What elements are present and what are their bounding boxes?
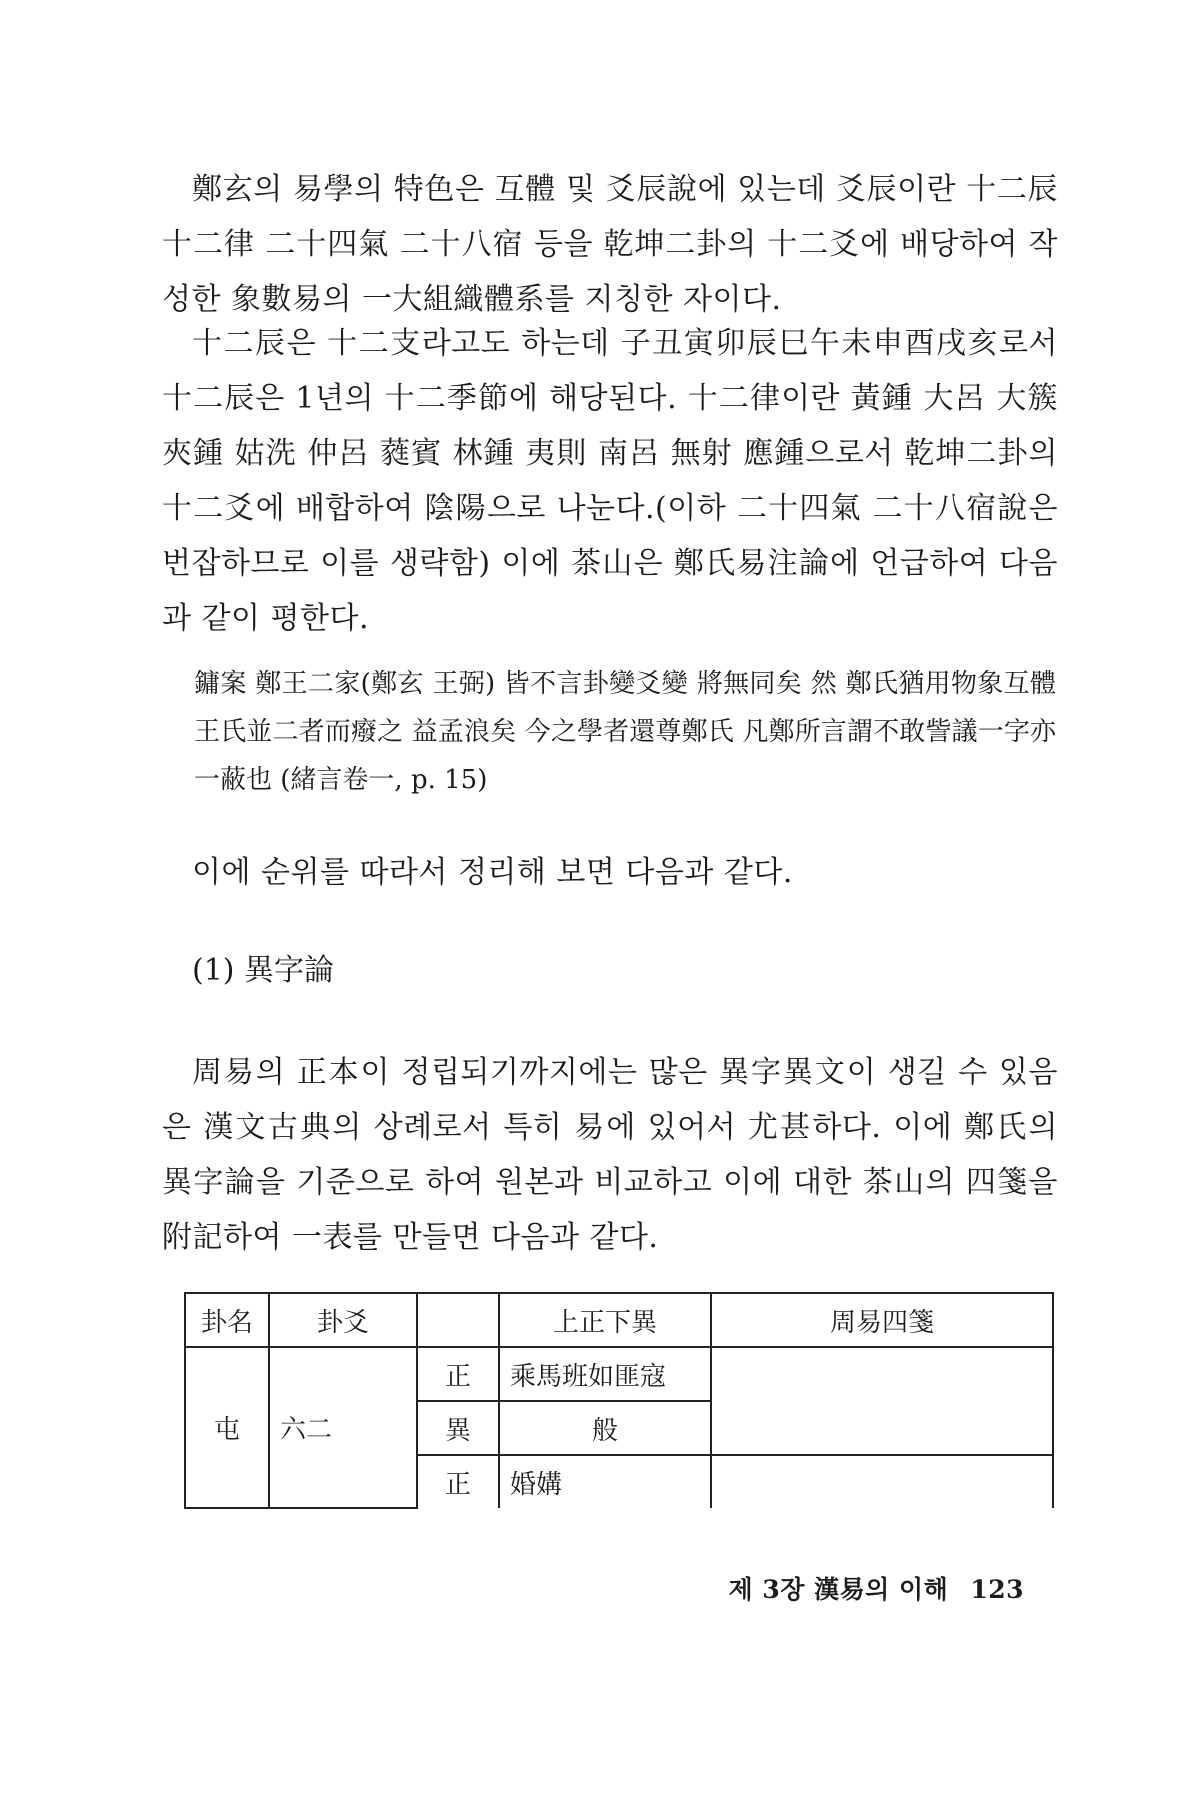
cell-note	[711, 1347, 1053, 1455]
variant-table	[184, 1292, 1054, 1509]
cell-text: 婚媾	[499, 1455, 711, 1508]
paragraph-zheng-xuan: 鄭玄의 易學의 特色은 互體 및 爻辰說에 있는데 爻辰이란 十二辰 十二律 二十四氣 二十八宿 등을 乾坤二卦의 十二爻에 배당하여 작성한 象數易의 一大組織體系를 지칭한 자이다.	[162, 172, 1058, 317]
header-blank	[417, 1293, 499, 1347]
paragraph-order: 이에 순위를 따라서 정리해 보면 다음과 같다.	[192, 855, 793, 890]
cell-mark: 異	[417, 1401, 499, 1455]
section-heading: (1) 異字論	[192, 953, 335, 988]
chapter-title: 제 3장 漢易의 이해	[728, 1575, 949, 1604]
running-footer	[729, 1570, 1024, 1606]
cell-gua: 屯	[185, 1347, 269, 1508]
table-header-row	[185, 1293, 1053, 1347]
cell-mark: 正	[417, 1455, 499, 1508]
page-number: 123	[970, 1575, 1024, 1604]
cell-note	[711, 1455, 1053, 1508]
table-row	[185, 1347, 1053, 1401]
paragraph-variant-characters: 周易의 正本이 정립되기까지에는 많은 異字異文이 생길 수 있음은 漢文古典의 상례로서 특히 易에 있어서 尤甚하다. 이에 鄭氏의 異字論을 기준으로 하여 원본과 비교하고 이에 대한 茶山의 四箋을 附記하여 一表를 만들면 다음과 같다.	[162, 1055, 1058, 1255]
paragraph-twelve-branches: 十二辰은 十二支라고도 하는데 子丑寅卯辰巳午未申酉戌亥로서 十二辰은 1년의 十二季節에 해당된다. 十二律이란 黃鍾 大呂 大簇 夾鍾 姑洗 仲呂 蕤賓 林鍾 夷則 南呂 無射 應鍾으로서 乾坤二卦의 十二爻에 배합하여 陰陽으로 나눈다.(이하 二十四氣 二十八宿說은 번잡하므로 이를 생략함) 이에 茶山은 鄭氏易注論에 언급하여 다음과 같이 평한다.	[162, 326, 1058, 636]
cell-mark: 正	[417, 1347, 499, 1401]
block-quote: 鏞案 鄭王二家(鄭玄 王弼) 皆不言卦變爻變 將無同矣 然 鄭氏猶用物象互體 王氏並二者而癈之 益孟浪矣 今之學者還尊鄭氏 凡鄭所言謂不敢訾議一字亦一蔽也 (緒言卷一, p. 15)	[194, 669, 1056, 795]
header-gua-yao: 卦爻	[269, 1293, 417, 1347]
header-gua-name: 卦名	[185, 1293, 269, 1347]
header-four-commentaries: 周易四箋	[711, 1293, 1053, 1347]
cell-text: 乘馬班如匪寇	[499, 1347, 711, 1401]
cell-text: 般	[499, 1401, 711, 1455]
cell-yao: 六二	[269, 1347, 417, 1508]
header-upper-lower: 上正下異	[499, 1293, 711, 1347]
